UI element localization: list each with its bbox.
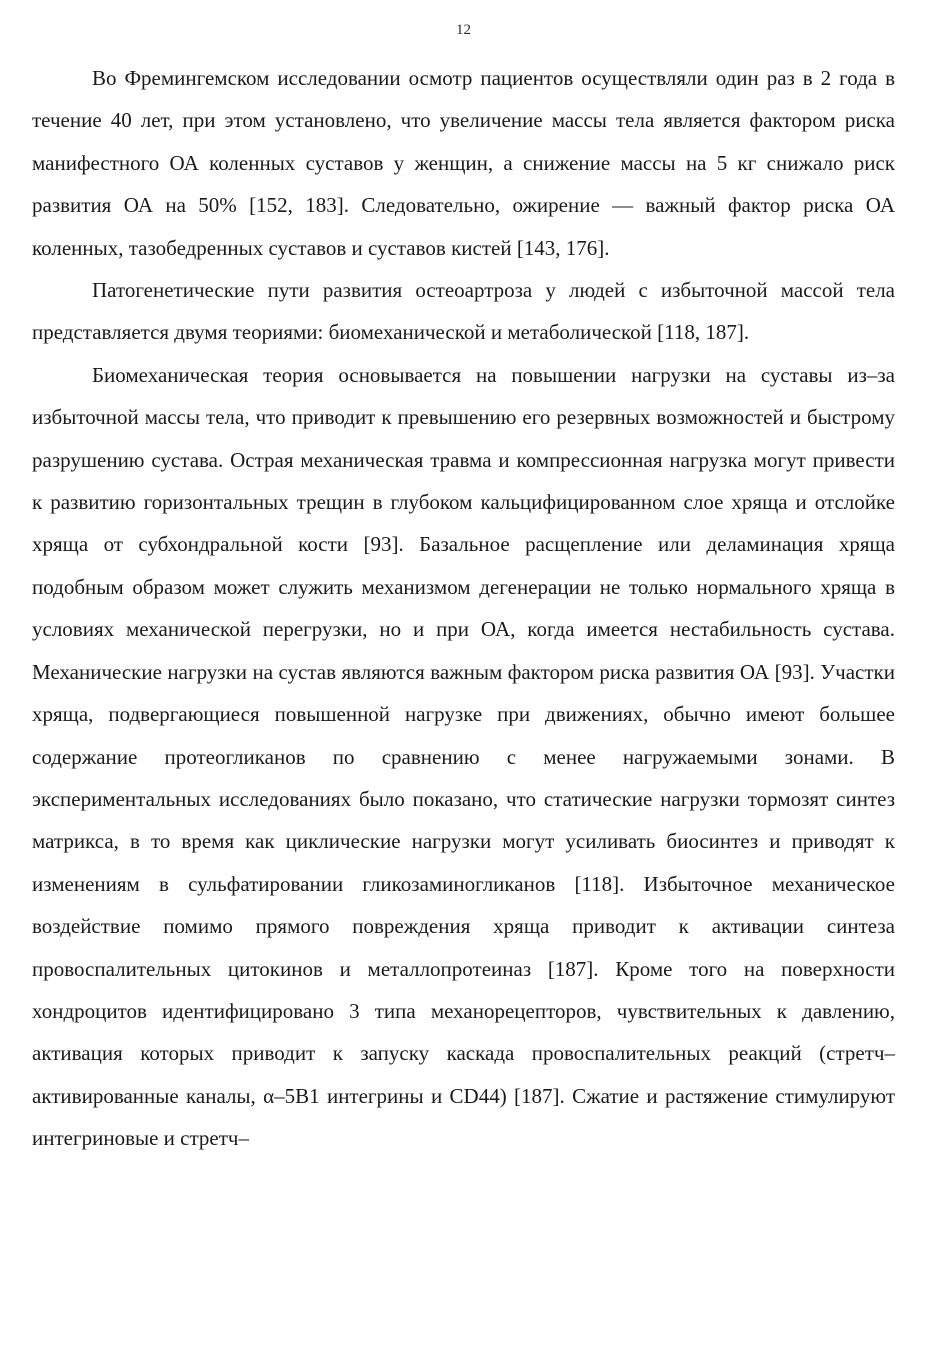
paragraph-biomechanical-theory: Биомеханическая теория основывается на повышении нагрузки на суставы из–за избыточной массы тела, что приводит к превышению его резервных возможностей и быстрому разрушению сустава. Острая механическая травма и компрессионная нагрузка могут привести к развитию горизонтальных трещин в глубоком кальцифицированном слое хряща и отслойке хряща от субхондральной кости [93]. Базальное расщепление или деламинация хряща подобным образом может служить механизмом дегенерации не только нормального хряща в условиях механической перегрузки, но и при ОА, когда имеется нестабильность сустава. Механические нагрузки на сустав являются важным фактором риска развития ОА [93]. Участки хряща, подвергающиеся повышенной нагрузке при движениях, обычно имеют большее содержание протеогликанов по сравнению с менее нагружаемыми зонами. В экспериментальных исследованиях было показано, что статические нагрузки тормозят синтез матрикса, в то время как циклические нагрузки могут усиливать биосинтез и приводят к изменениям в сульфатировании гликозаминогликанов [118]. Избыточное механическое воздействие помимо прямого повреждения хряща приводит к активации синтеза провоспалительных цитокинов и металлопротеиназ [187]. Кроме того на поверхности хондроцитов идентифицировано 3 типа механорецепторов, чувствительных к давлению, активация которых приводит к запуску каскада провоспалительных реакций (стретч–активированные каналы, α–5В1 интегрины и CD44) [187]. Сжатие и растяжение стимулируют интегриновые и стретч– [32, 362, 895, 1151]
paragraph-framingham-study: Во Фремингемском исследовании осмотр пациентов осуществляли один раз в 2 года в течение 40 лет, при этом установлено, что увеличение массы тела является фактором риска манифестного ОА коленных суставов у женщин, а снижение массы на 5 кг снижало риск развития ОА на 50% [152, 183]. Следовательно, ожирение — важный фактор риска ОА коленных, тазобедренных суставов и суставов кистей [143, 176]. [32, 66, 895, 260]
page-number: 12 [456, 22, 471, 38]
page-body [32, 57, 895, 1160]
paragraph-pathogenetic-pathways: Патогенетические пути развития остеоартроза у людей с избыточной массой тела представляется двумя теориями: биомеханической и метаболической [118, 187]. [32, 278, 895, 345]
